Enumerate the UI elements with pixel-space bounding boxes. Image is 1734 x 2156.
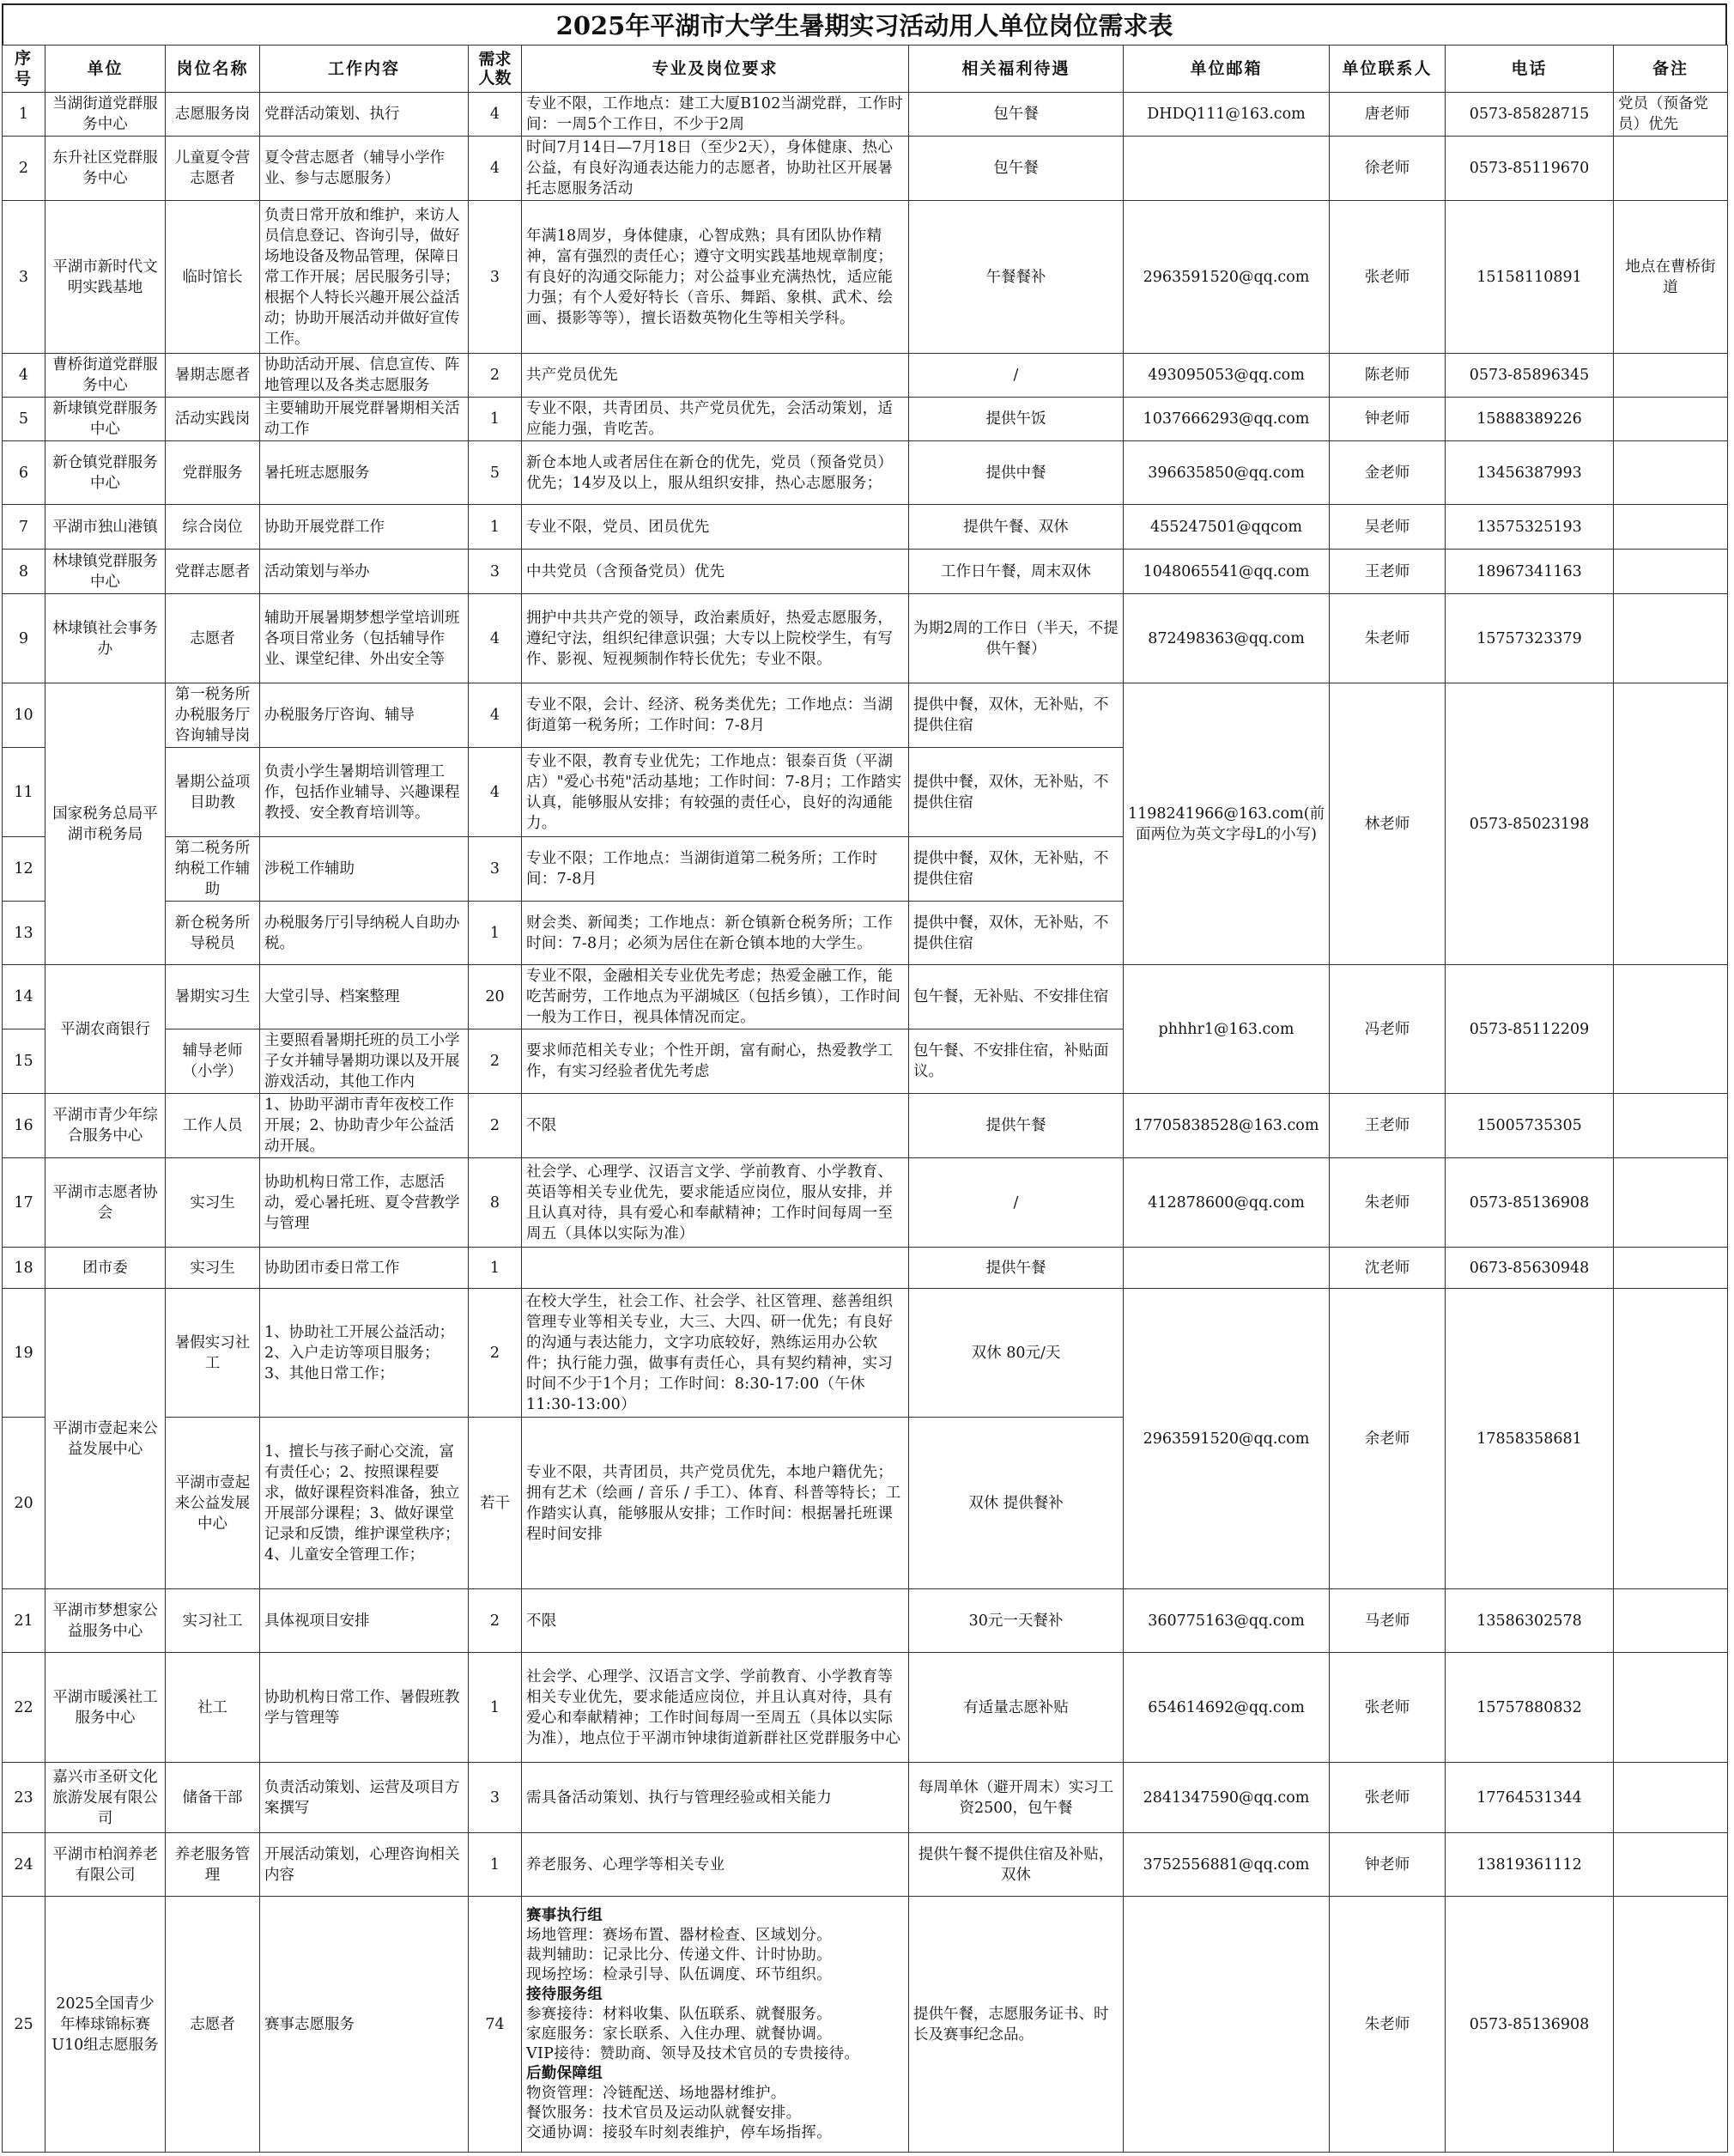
table-row <box>3 441 1728 505</box>
row-note <box>1614 1589 1728 1653</box>
row-phone-merged: 0573-85112209 <box>1446 965 1614 1094</box>
row-no: 14 <box>3 965 45 1029</box>
row-req: 中共党员（含预备党员）优先 <box>522 550 909 594</box>
row-note <box>1614 441 1728 505</box>
row-welfare: / <box>909 354 1124 398</box>
row-req: 专业不限，教育专业优先；工作地点：银泰百货（平湖店）"爱心书苑"活动基地；工作时间：7-8月；工作踏实认真，能够服从安排；有较强的责任心，良好的沟通能力。 <box>522 748 909 837</box>
row-phone: 15005735305 <box>1446 1094 1614 1158</box>
row-contact: 唐老师 <box>1330 93 1446 137</box>
row-unit: 平湖市暖溪社工服务中心 <box>45 1653 166 1763</box>
col-header-no: 序号 <box>3 46 45 93</box>
row-post: 党群服务 <box>166 441 260 505</box>
row-welfare: 提供中餐 <box>909 441 1124 505</box>
table-row <box>3 201 1728 354</box>
row-email: 3752556881@qq.com <box>1124 1833 1330 1897</box>
row-num: 5 <box>469 441 522 505</box>
row-num: 若干 <box>469 1418 522 1589</box>
row-content: 辅助开展暑期梦想学堂培训班各项目常业务（包括辅导作业、课堂纪律、外出安全等 <box>260 594 469 683</box>
table-row <box>3 965 1728 1029</box>
row-post: 党群志愿者 <box>166 550 260 594</box>
row-no: 19 <box>3 1289 45 1418</box>
row-email <box>1124 1897 1330 2153</box>
row-note: 地点在曹桥街道 <box>1614 201 1728 354</box>
table-row <box>3 398 1728 441</box>
row-post: 暑期志愿者 <box>166 354 260 398</box>
row-content: 负责活动策划、运营及项目方案撰写 <box>260 1763 469 1833</box>
row-no: 18 <box>3 1248 45 1289</box>
row-num: 4 <box>469 137 522 201</box>
row-num: 8 <box>469 1158 522 1248</box>
table-row <box>3 1653 1728 1763</box>
row-req: 财会类、新闻类；工作地点：新仓镇新仓税务所；工作时间：7-8月；必须为居住在新仓镇本地的大学生。 <box>522 902 909 965</box>
row-email: 654614692@qq.com <box>1124 1653 1330 1763</box>
table-row <box>3 505 1728 550</box>
header-row <box>3 46 1728 93</box>
col-header-content: 工作内容 <box>260 46 469 93</box>
row-welfare: 午餐餐补 <box>909 201 1124 354</box>
row-req: 社会学、心理学、汉语言文学、学前教育、小学教育等相关专业优先，要求能适应岗位，并且认真对待，具有爱心和奉献精神；工作时间每周一至周五（具体以实际为准），地点位于平湖市钟埭街道新群社区党群服务中心 <box>522 1653 909 1763</box>
row-phone: 15888389226 <box>1446 398 1614 441</box>
row-no: 24 <box>3 1833 45 1897</box>
row-email: 2963591520@qq.com <box>1124 201 1330 354</box>
row-contact: 徐老师 <box>1330 137 1446 201</box>
row-post: 第一税务所办税服务厅咨询辅导岗 <box>166 683 260 748</box>
row-note-merged <box>1614 965 1728 1094</box>
row-req: 不限 <box>522 1094 909 1158</box>
col-header-num: 需求人数 <box>469 46 522 93</box>
row-no: 12 <box>3 837 45 902</box>
row-note <box>1614 354 1728 398</box>
row-welfare: 双休 提供餐补 <box>909 1418 1124 1589</box>
row-welfare: 提供中餐，双休，无补贴，不提供住宿 <box>909 683 1124 748</box>
row-post: 暑期实习生 <box>166 965 260 1029</box>
demand-table <box>2 45 1728 2153</box>
group-title: 后勤保障组 <box>526 2064 603 2082</box>
row-email <box>1124 1248 1330 1289</box>
row-content: 1、协助社工开展公益活动；2、入户走访等项目服务；3、其他日常工作； <box>260 1289 469 1418</box>
row-content: 1、擅长与孩子耐心交流，富有责任心；2、按照课程要求，做好课程资料准备，独立开展部分课程；3、做好课堂记录和反馈，维护课堂秩序；4、儿童安全管理工作； <box>260 1418 469 1589</box>
row-welfare: 包午餐 <box>909 137 1124 201</box>
row-content: 主要辅助开展党群暑期相关活动工作 <box>260 398 469 441</box>
row-num: 74 <box>469 1897 522 2153</box>
row-content: 负责日常开放和维护，来访人员信息登记、咨询引导，做好场地设备及物品管理，保障日常工作开展；居民服务引导；根据个人特长兴趣开展公益活动；协助开展活动并做好宣传工作。 <box>260 201 469 354</box>
row-contact: 张老师 <box>1330 1653 1446 1763</box>
col-header-note: 备注 <box>1614 46 1728 93</box>
row-unit: 新仓镇党群服务中心 <box>45 441 166 505</box>
row-unit: 当湖街道党群服务中心 <box>45 93 166 137</box>
row-unit: 林埭镇党群服务中心 <box>45 550 166 594</box>
row-req: 要求师范相关专业；个性开朗，富有耐心，热爱教学工作，有实习经验者优先考虑 <box>522 1029 909 1094</box>
row-email-merged: phhhr1@163.com <box>1124 965 1330 1094</box>
row-post: 社工 <box>166 1653 260 1763</box>
row-no: 15 <box>3 1029 45 1094</box>
row-req: 专业不限，工作地点：建工大厦B102当湖党群，工作时间：一周5个工作日，不少于2周 <box>522 93 909 137</box>
row-req: 时间7月14日—7月18日（至少2天），身体健康、热心公益，有良好沟通表达能力的志愿者，协助社区开展暑托志愿服务活动 <box>522 137 909 201</box>
table-row <box>3 1248 1728 1289</box>
row-phone: 18967341163 <box>1446 550 1614 594</box>
row-welfare: 包午餐，无补贴、不安排住宿 <box>909 965 1124 1029</box>
row-contact: 马老师 <box>1330 1589 1446 1653</box>
row-content: 协助开展党群工作 <box>260 505 469 550</box>
row-post: 暑假实习社工 <box>166 1289 260 1418</box>
row-num: 2 <box>469 354 522 398</box>
row-post: 实习生 <box>166 1248 260 1289</box>
row-contact: 朱老师 <box>1330 1158 1446 1248</box>
row-phone: 13819361112 <box>1446 1833 1614 1897</box>
row-post: 志愿者 <box>166 594 260 683</box>
table-row <box>3 1158 1728 1248</box>
row-email: 17705838528@163.com <box>1124 1094 1330 1158</box>
row-contact: 钟老师 <box>1330 398 1446 441</box>
group-title: 接待服务组 <box>526 1985 603 2003</box>
table-row <box>3 1763 1728 1833</box>
row-welfare: 30元一天餐补 <box>909 1589 1124 1653</box>
row-num: 1 <box>469 1653 522 1763</box>
row-note <box>1614 505 1728 550</box>
row-no: 16 <box>3 1094 45 1158</box>
row-welfare: 提供午餐 <box>909 1248 1124 1289</box>
row-unit: 东升社区党群服务中心 <box>45 137 166 201</box>
table-row <box>3 550 1728 594</box>
row-note-merged <box>1614 683 1728 965</box>
row-req: 专业不限，金融相关专业优先考虑；热爱金融工作，能吃苦耐劳，工作地点为平湖城区（包括乡镇），工作时间一般为工作日，视具体情况而定。 <box>522 965 909 1029</box>
row-req <box>522 1248 909 1289</box>
col-header-unit: 单位 <box>45 46 166 93</box>
row-content: 涉税工作辅助 <box>260 837 469 902</box>
row-no: 21 <box>3 1589 45 1653</box>
row-no: 25 <box>3 1897 45 2153</box>
row-unit: 平湖市青少年综合服务中心 <box>45 1094 166 1158</box>
group-line: 餐饮服务：技术官员及运动队就餐安排。 <box>526 2104 802 2122</box>
row-welfare: 包午餐 <box>909 93 1124 137</box>
row-content: 暑托班志愿服务 <box>260 441 469 505</box>
row-contact-merged: 余老师 <box>1330 1289 1446 1589</box>
row-note <box>1614 1653 1728 1763</box>
row-note <box>1614 1897 1728 2153</box>
row-phone: 13575325193 <box>1446 505 1614 550</box>
row-phone-merged: 0573-85023198 <box>1446 683 1614 965</box>
row-email-merged: 2963591520@qq.com <box>1124 1289 1330 1589</box>
row-note <box>1614 1094 1728 1158</box>
row-note <box>1614 550 1728 594</box>
row-email: 2841347590@qq.com <box>1124 1763 1330 1833</box>
row-num: 2 <box>469 1029 522 1094</box>
row-content: 协助活动开展、信息宣传、阵地管理以及各类志愿服务 <box>260 354 469 398</box>
row-welfare: 包午餐、不安排住宿，补贴面议。 <box>909 1029 1124 1094</box>
row-unit-merged: 国家税务总局平湖市税务局 <box>45 683 166 965</box>
row-phone: 0573-85119670 <box>1446 137 1614 201</box>
row-email: 455247501@qqcom <box>1124 505 1330 550</box>
row-email: DHDQ111@163.com <box>1124 93 1330 137</box>
table-row <box>3 93 1728 137</box>
row-num: 1 <box>469 1833 522 1897</box>
row-req: 新仓本地人或者居住在新仓的优先，党员（预备党员）优先；14岁及以上，服从组织安排，热心志愿服务； <box>522 441 909 505</box>
row-no: 2 <box>3 137 45 201</box>
row-post: 活动实践岗 <box>166 398 260 441</box>
row-no: 5 <box>3 398 45 441</box>
row-note-merged <box>1614 1289 1728 1589</box>
row-welfare: 提供中餐，双休，无补贴，不提供住宿 <box>909 837 1124 902</box>
row-no: 22 <box>3 1653 45 1763</box>
row-req: 专业不限，共青团员、共产党员优先，会活动策划，适应能力强，肯吃苦。 <box>522 398 909 441</box>
row-phone-merged: 17858358681 <box>1446 1289 1614 1589</box>
row-note <box>1614 1833 1728 1897</box>
group-title: 赛事执行组 <box>526 1906 603 1924</box>
row-welfare: 工作日午餐，周末双休 <box>909 550 1124 594</box>
row-num: 4 <box>469 748 522 837</box>
row-req: 专业不限，会计、经济、税务类优先；工作地点：当湖街道第一税务所；工作时间：7-8月 <box>522 683 909 748</box>
row-content: 活动策划与举办 <box>260 550 469 594</box>
row-unit: 嘉兴市圣研文化旅游发展有限公司 <box>45 1763 166 1833</box>
row-phone: 13456387993 <box>1446 441 1614 505</box>
row-req: 社会学、心理学、汉语言文学、学前教育、小学教育、英语等相关专业优先，要求能适应岗位，服从安排，并且认真对待，具有爱心和奉献精神；工作时间每周一至周五（具体以实际为准） <box>522 1158 909 1248</box>
row-num: 4 <box>469 683 522 748</box>
row-num: 2 <box>469 1289 522 1418</box>
row-content: 协助机构日常工作，志愿活动，爱心暑托班、夏令营教学与管理 <box>260 1158 469 1248</box>
row-req: 需具备活动策划、执行与管理经验或相关能力 <box>522 1763 909 1833</box>
row-contact: 陈老师 <box>1330 354 1446 398</box>
row-num: 3 <box>469 550 522 594</box>
row-note <box>1614 1763 1728 1833</box>
row-num: 4 <box>469 594 522 683</box>
row-req-grouped <box>522 1897 909 2153</box>
row-note <box>1614 137 1728 201</box>
row-num: 3 <box>469 1763 522 1833</box>
row-no: 4 <box>3 354 45 398</box>
col-header-post: 岗位名称 <box>166 46 260 93</box>
row-contact: 王老师 <box>1330 550 1446 594</box>
row-phone: 0573-85136908 <box>1446 1897 1614 2153</box>
row-no: 17 <box>3 1158 45 1248</box>
row-contact: 沈老师 <box>1330 1248 1446 1289</box>
col-header-welfare: 相关福利待遇 <box>909 46 1124 93</box>
row-post: 综合岗位 <box>166 505 260 550</box>
row-no: 20 <box>3 1418 45 1589</box>
row-content: 赛事志愿服务 <box>260 1897 469 2153</box>
row-email <box>1124 137 1330 201</box>
col-header-contact: 单位联系人 <box>1330 46 1446 93</box>
row-unit-merged: 平湖农商银行 <box>45 965 166 1094</box>
row-post: 暑期公益项目助教 <box>166 748 260 837</box>
row-email: 412878600@qq.com <box>1124 1158 1330 1248</box>
group-line: 交通协调：接驳车时刻表维护，停车场指挥。 <box>526 2123 832 2141</box>
row-phone: 15158110891 <box>1446 201 1614 354</box>
row-req: 拥护中共共产党的领导，政治素质好，热爱志愿服务，遵纪守法，组织纪律意识强；大专以上院校学生，有写作、影视、短视频制作特长优先；专业不限。 <box>522 594 909 683</box>
group-line: 家庭服务：家长联系、入住办理、就餐协调。 <box>526 2025 832 2043</box>
row-welfare: 提供中餐，双休，无补贴，不提供住宿 <box>909 902 1124 965</box>
row-content: 协助机构日常工作、暑假班教学与管理等 <box>260 1653 469 1763</box>
row-unit: 平湖市独山港镇 <box>45 505 166 550</box>
table-row <box>3 354 1728 398</box>
row-phone: 0673-85630948 <box>1446 1248 1614 1289</box>
row-email: 360775163@qq.com <box>1124 1589 1330 1653</box>
row-num: 3 <box>469 837 522 902</box>
row-email: 1037666293@qq.com <box>1124 398 1330 441</box>
row-content: 党群活动策划、执行 <box>260 93 469 137</box>
row-req: 专业不限，党员、团员优先 <box>522 505 909 550</box>
row-post: 实习生 <box>166 1158 260 1248</box>
row-content: 夏令营志愿者（辅导小学作业、参与志愿服务） <box>260 137 469 201</box>
row-post: 辅导老师（小学） <box>166 1029 260 1094</box>
row-req: 专业不限，共青团员，共产党员优先，本地户籍优先；拥有艺术（绘画 / 音乐 / 手工）、体育、科普等特长；工作踏实认真，能够服从安排；工作时间：根据暑托班课程时间安排 <box>522 1418 909 1589</box>
row-welfare: 双休 80元/天 <box>909 1289 1124 1418</box>
row-req: 年满18周岁，身体健康，心智成熟；具有团队协作精神，富有强烈的责任心；遵守文明实践基地规章制度；有良好的沟通交际能力；对公益事业充满热忱，适应能力强；有个人爱好特长（音乐、舞蹈、象棋、武术、绘画、摄影等等），擅长语数英物化生等相关学科。 <box>522 201 909 354</box>
row-content: 办税服务厅引导纳税人自助办税。 <box>260 902 469 965</box>
row-phone: 15757880832 <box>1446 1653 1614 1763</box>
row-welfare: 提供午餐不提供住宿及补贴，双休 <box>909 1833 1124 1897</box>
row-content: 大堂引导、档案整理 <box>260 965 469 1029</box>
row-post: 工作人员 <box>166 1094 260 1158</box>
table-row <box>3 1897 1728 2153</box>
row-unit: 平湖市志愿者协会 <box>45 1158 166 1248</box>
row-num: 20 <box>469 965 522 1029</box>
col-header-email: 单位邮箱 <box>1124 46 1330 93</box>
row-req: 养老服务、心理学等相关专业 <box>522 1833 909 1897</box>
row-welfare: 提供午饭 <box>909 398 1124 441</box>
row-no: 13 <box>3 902 45 965</box>
group-line: 物资管理：冷链配送、场地器材维护。 <box>526 2084 786 2102</box>
table-row <box>3 683 1728 748</box>
row-no: 1 <box>3 93 45 137</box>
row-no: 23 <box>3 1763 45 1833</box>
table-row <box>3 1833 1728 1897</box>
col-header-req: 专业及岗位要求 <box>522 46 909 93</box>
row-no: 11 <box>3 748 45 837</box>
row-email: 396635850@qq.com <box>1124 441 1330 505</box>
row-note: 党员（预备党员）优先 <box>1614 93 1728 137</box>
row-contact: 朱老师 <box>1330 1897 1446 2153</box>
group-line: 参赛接待：材料收集、队伍联系、就餐服务。 <box>526 2005 832 2023</box>
table-row <box>3 137 1728 201</box>
row-contact-merged: 林老师 <box>1330 683 1446 965</box>
row-content: 办税服务厅咨询、辅导 <box>260 683 469 748</box>
table-row <box>3 1289 1728 1418</box>
job-demand-sheet <box>2 3 1727 2153</box>
row-no: 6 <box>3 441 45 505</box>
row-contact: 张老师 <box>1330 201 1446 354</box>
row-welfare: 提供午餐、双休 <box>909 505 1124 550</box>
row-num: 2 <box>469 1094 522 1158</box>
row-note <box>1614 594 1728 683</box>
row-contact: 张老师 <box>1330 1763 1446 1833</box>
table-row <box>3 594 1728 683</box>
row-no: 9 <box>3 594 45 683</box>
row-phone: 0573-85136908 <box>1446 1158 1614 1248</box>
row-post: 志愿服务岗 <box>166 93 260 137</box>
row-post: 储备干部 <box>166 1763 260 1833</box>
row-num: 1 <box>469 398 522 441</box>
row-unit: 林埭镇社会事务办 <box>45 594 166 683</box>
row-unit: 曹桥街道党群服务中心 <box>45 354 166 398</box>
row-num: 3 <box>469 201 522 354</box>
row-unit: 平湖市梦想家公益服务中心 <box>45 1589 166 1653</box>
row-email: 1048065541@qq.com <box>1124 550 1330 594</box>
table-row <box>3 1094 1728 1158</box>
row-content: 负责小学生暑期培训管理工作，包括作业辅导、兴趣课程教授、安全教育培训等。 <box>260 748 469 837</box>
row-contact: 朱老师 <box>1330 594 1446 683</box>
row-post: 养老服务管理 <box>166 1833 260 1897</box>
group-line: VIP接待：赞助商、领导及技术官员的专贵接待。 <box>526 2044 860 2062</box>
row-num: 2 <box>469 1589 522 1653</box>
group-line: 裁判辅助：记录比分、传递文件、计时协助。 <box>526 1946 832 1964</box>
row-email-merged: 1198241966@163.com(前面两位为英文字母L的小写) <box>1124 683 1330 965</box>
row-welfare: 提供午餐 <box>909 1094 1124 1158</box>
row-unit: 平湖市柏润养老有限公司 <box>45 1833 166 1897</box>
row-req: 在校大学生，社会工作、社会学、社区管理、慈善组织管理专业等相关专业，大三、大四、研一优先；有良好的沟通与表达能力，文字功底较好，熟练运用办公软件；执行能力强，做事有责任心，具有契约精神，实习时间不少于1个月；工作时间：8:30-17:00（午休11:30-13:00） <box>522 1289 909 1418</box>
row-phone: 17764531344 <box>1446 1763 1614 1833</box>
row-contact: 金老师 <box>1330 441 1446 505</box>
row-unit: 2025全国青少年棒球锦标赛U10组志愿服务 <box>45 1897 166 2153</box>
row-no: 8 <box>3 550 45 594</box>
row-email: 493095053@qq.com <box>1124 354 1330 398</box>
row-content: 1、协助平湖市青年夜校工作开展；2、协助青少年公益活动开展。 <box>260 1094 469 1158</box>
row-welfare: 每周单休（避开周末）实习工资2500，包午餐 <box>909 1763 1124 1833</box>
sheet-title: 2025年平湖市大学生暑期实习活动用人单位岗位需求表 <box>2 3 1727 45</box>
row-post: 平湖市壹起来公益发展中心 <box>166 1418 260 1589</box>
row-post: 儿童夏令营志愿者 <box>166 137 260 201</box>
row-contact: 吴老师 <box>1330 505 1446 550</box>
group-line: 现场控场：检录引导、队伍调度、环节组织。 <box>526 1965 832 1983</box>
row-contact-merged: 冯老师 <box>1330 965 1446 1094</box>
row-phone: 13586302578 <box>1446 1589 1614 1653</box>
row-num: 4 <box>469 93 522 137</box>
row-post: 新仓税务所导税员 <box>166 902 260 965</box>
row-num: 1 <box>469 505 522 550</box>
row-unit-merged: 平湖市壹起来公益发展中心 <box>45 1289 166 1589</box>
row-num: 1 <box>469 1248 522 1289</box>
row-contact: 王老师 <box>1330 1094 1446 1158</box>
row-phone: 15757323379 <box>1446 594 1614 683</box>
row-note <box>1614 398 1728 441</box>
row-post: 第二税务所纳税工作辅助 <box>166 837 260 902</box>
row-phone: 0573-85828715 <box>1446 93 1614 137</box>
row-req: 不限 <box>522 1589 909 1653</box>
row-content: 具体视项目安排 <box>260 1589 469 1653</box>
row-content: 协助团市委日常工作 <box>260 1248 469 1289</box>
row-no: 3 <box>3 201 45 354</box>
col-header-phone: 电话 <box>1446 46 1614 93</box>
row-content: 主要照看暑期托班的员工小学子女并辅导暑期功课以及开展游戏活动，其他工作内 <box>260 1029 469 1094</box>
row-note <box>1614 1158 1728 1248</box>
row-no: 7 <box>3 505 45 550</box>
row-welfare: 有适量志愿补贴 <box>909 1653 1124 1763</box>
row-post: 实习社工 <box>166 1589 260 1653</box>
row-req: 专业不限；工作地点：当湖街道第二税务所；工作时间：7-8月 <box>522 837 909 902</box>
row-post: 志愿者 <box>166 1897 260 2153</box>
row-num: 1 <box>469 902 522 965</box>
row-welfare: 提供中餐，双休，无补贴，不提供住宿 <box>909 748 1124 837</box>
row-unit: 团市委 <box>45 1248 166 1289</box>
row-welfare: / <box>909 1158 1124 1248</box>
row-unit: 新埭镇党群服务中心 <box>45 398 166 441</box>
row-welfare: 为期2周的工作日（半天，不提供午餐） <box>909 594 1124 683</box>
row-phone: 0573-85896345 <box>1446 354 1614 398</box>
row-unit: 平湖市新时代文明实践基地 <box>45 201 166 354</box>
row-content: 开展活动策划，心理咨询相关内容 <box>260 1833 469 1897</box>
row-email: 872498363@qq.com <box>1124 594 1330 683</box>
row-welfare: 提供午餐，志愿服务证书、时长及赛事纪念品。 <box>909 1897 1124 2153</box>
row-post: 临时馆长 <box>166 201 260 354</box>
row-no: 10 <box>3 683 45 748</box>
group-line: 场地管理：赛场布置、器材检查、区域划分。 <box>526 1926 832 1944</box>
table-row <box>3 1589 1728 1653</box>
row-req: 共产党员优先 <box>522 354 909 398</box>
row-note <box>1614 1248 1728 1289</box>
row-contact: 钟老师 <box>1330 1833 1446 1897</box>
